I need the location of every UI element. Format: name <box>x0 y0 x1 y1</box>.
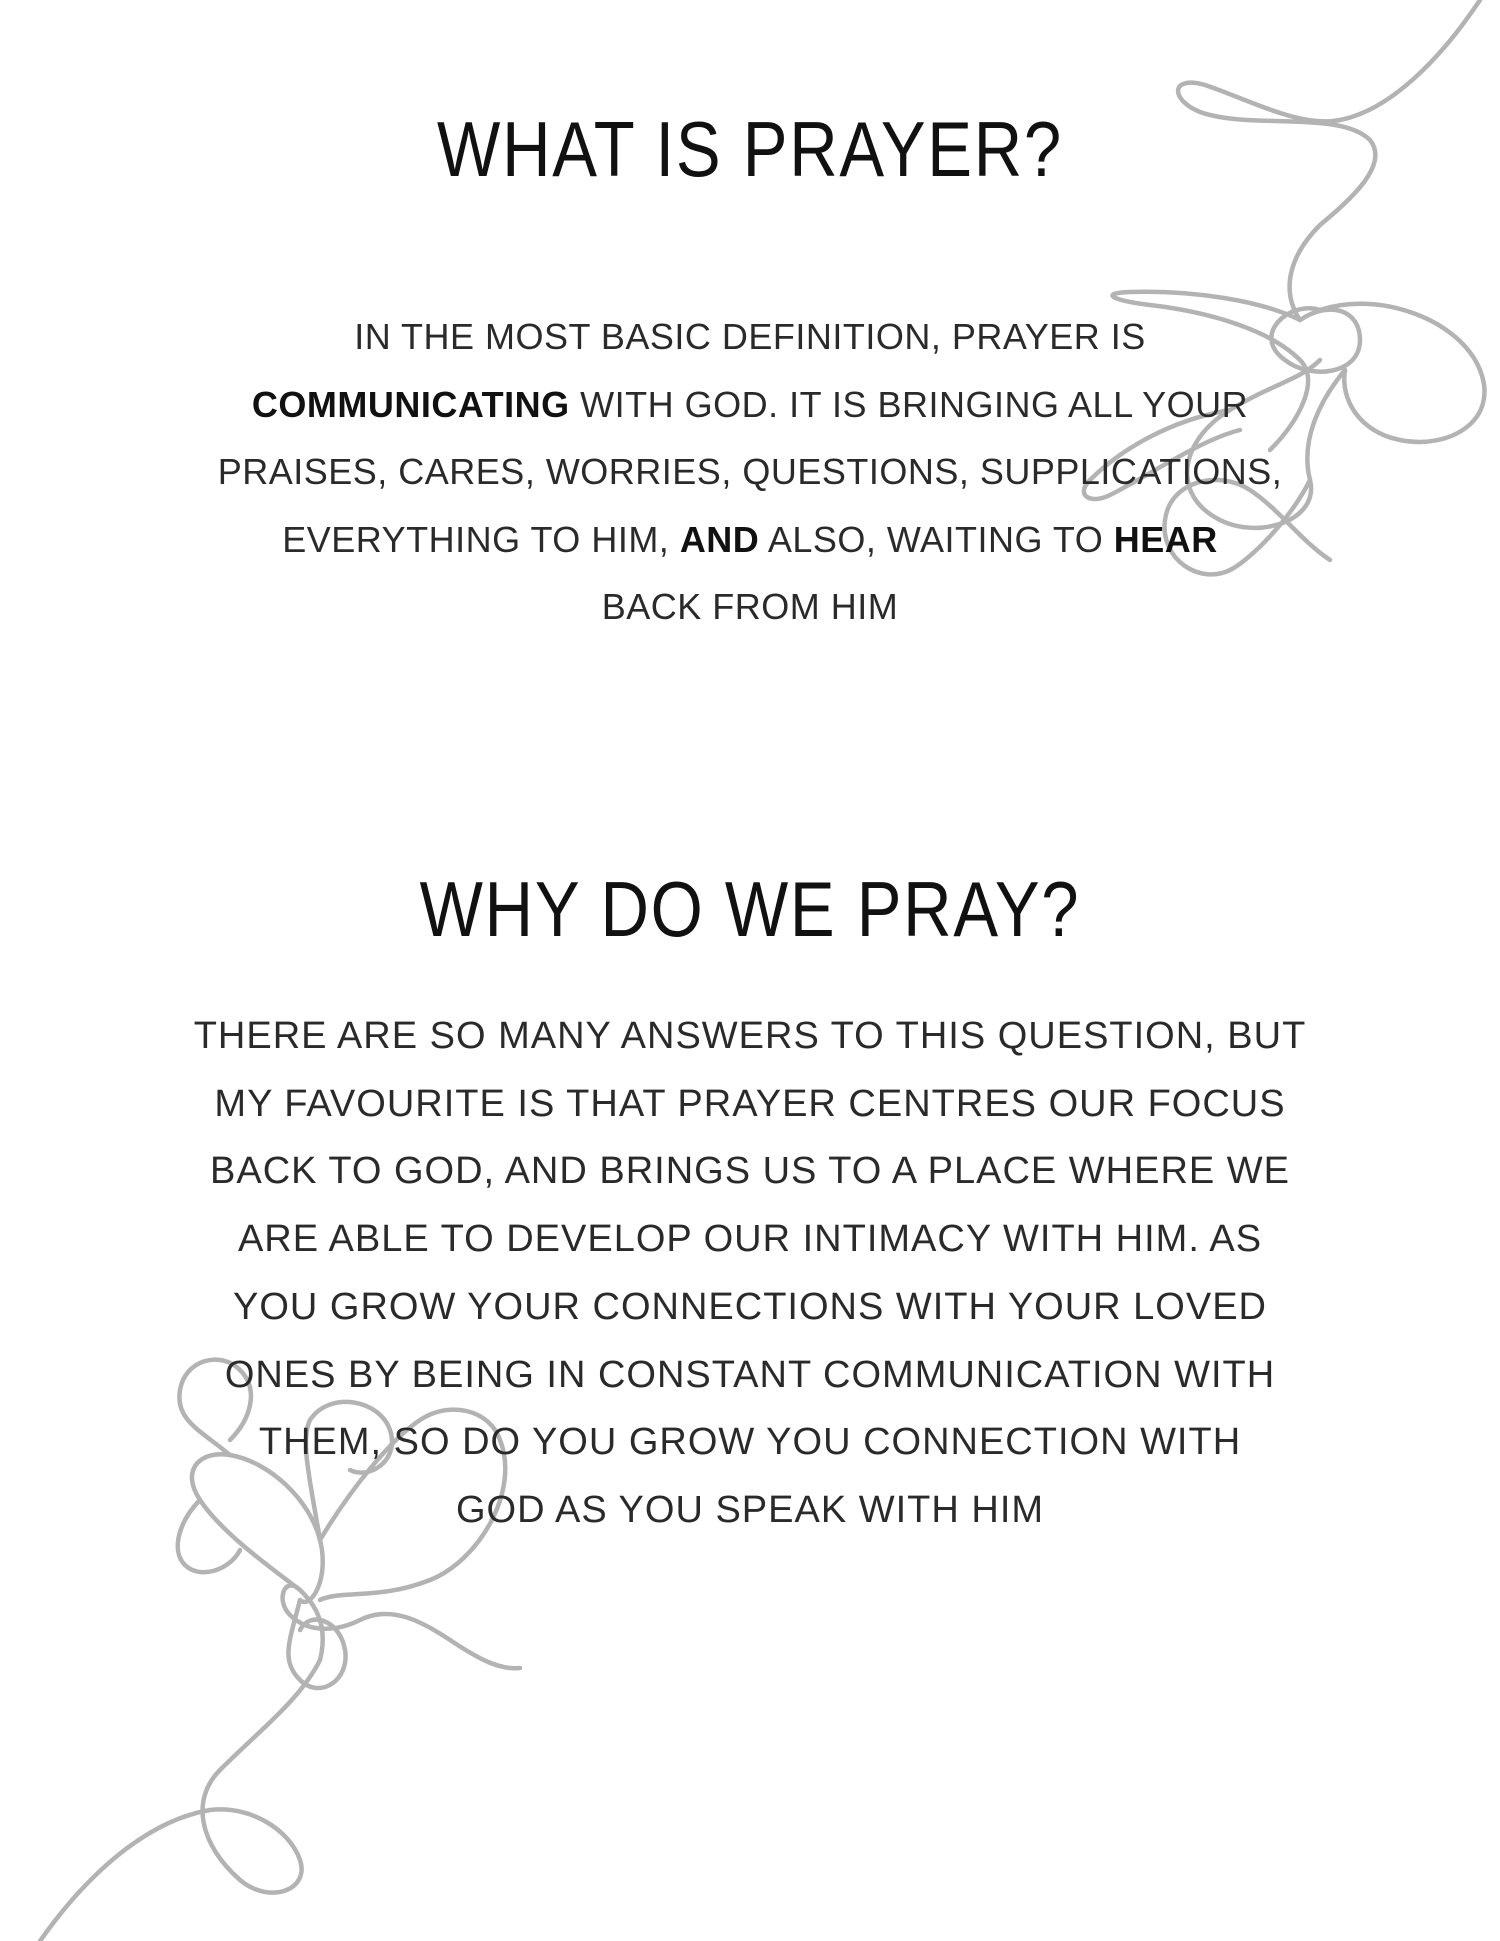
section-why-do-we-pray <box>0 865 1500 953</box>
line-text: ALSO, WAITING TO <box>759 518 1114 560</box>
paragraph-what-is-prayer <box>0 303 1500 641</box>
paragraph-line: BACK TO GOD, AND BRINGS US TO A PLACE WHERE WE <box>210 1150 1290 1193</box>
paragraph-line: ARE ABLE TO DEVELOP OUR INTIMACY WITH HIM. AS <box>237 1218 1263 1261</box>
line-text: IN THE MOST BASIC DEFINITION, PRAYER IS <box>354 316 1146 357</box>
paragraph-line <box>0 303 1500 371</box>
paragraph-line: MY FAVOURITE IS THAT PRAYER CENTRES OUR FOCUS <box>214 1082 1286 1125</box>
section-what-is-prayer <box>0 105 1500 193</box>
emphasis-hear: HEAR <box>1113 518 1218 560</box>
paragraph-line: ONES BY BEING IN CONSTANT COMMUNICATION WITH <box>224 1353 1276 1396</box>
heading-why-do-we-pray: WHY DO WE PRAY? <box>419 865 1081 953</box>
emphasis-and: AND <box>679 518 760 560</box>
paragraph-line <box>0 371 1500 439</box>
line-text: WITH GOD. IT IS BRINGING ALL YOUR <box>569 383 1249 425</box>
line-text: EVERYTHING TO HIM, <box>282 518 680 560</box>
paragraph-line: THERE ARE SO MANY ANSWERS TO THIS QUESTION, BUT <box>193 1015 1307 1057</box>
line-text: BACK FROM HIM <box>601 586 899 627</box>
paragraph-line: THEM, SO DO YOU GROW YOU CONNECTION WITH <box>258 1421 1242 1464</box>
paragraph-line: GOD AS YOU SPEAK WITH HIM <box>455 1488 1045 1531</box>
paragraph-line: YOU GROW YOUR CONNECTIONS WITH YOUR LOVED <box>232 1285 1267 1328</box>
heading-what-is-prayer: WHAT IS PRAYER? <box>437 105 1063 193</box>
emphasis-communicating: COMMUNICATING <box>251 383 570 425</box>
paragraph-why-do-we-pray <box>0 1003 1500 1545</box>
paragraph-line <box>0 506 1500 574</box>
paragraph-line <box>0 573 1500 641</box>
line-text: PRAISES, CARES, WORRIES, QUESTIONS, SUPPLICATIONS, <box>217 451 1283 492</box>
paragraph-line <box>0 438 1500 506</box>
